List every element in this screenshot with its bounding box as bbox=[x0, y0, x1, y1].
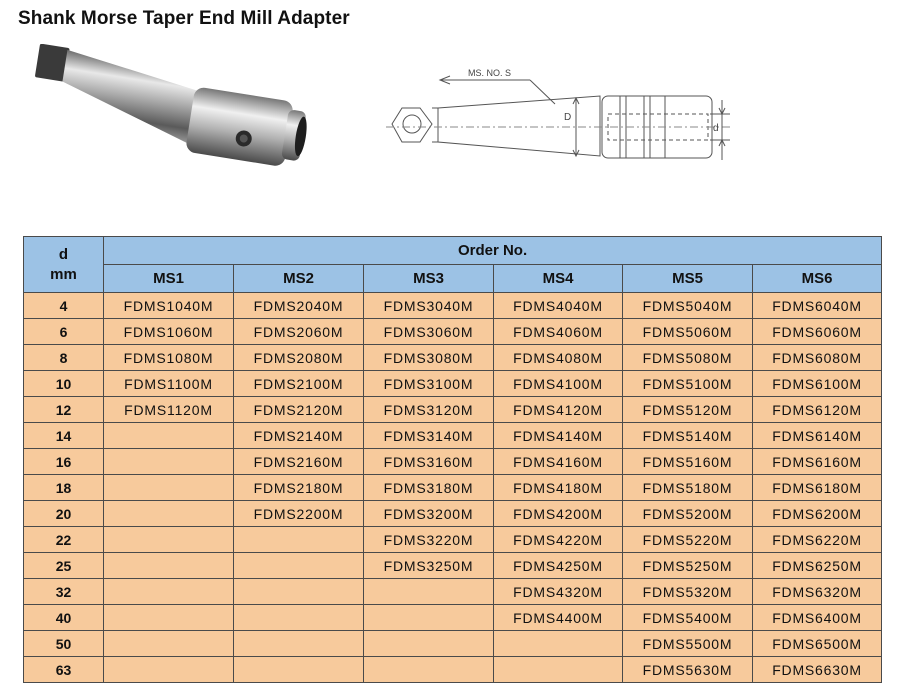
order-no-cell: FDMS4120M bbox=[494, 397, 623, 423]
order-no-cell: FDMS4160M bbox=[494, 449, 623, 475]
order-no-cell: FDMS3140M bbox=[364, 423, 494, 449]
order-no-cell: FDMS4080M bbox=[494, 345, 623, 371]
order-no-cell: FDMS1060M bbox=[104, 319, 234, 345]
d-value-cell: 8 bbox=[24, 345, 104, 371]
order-no-cell: FDMS6500M bbox=[753, 631, 882, 657]
order-no-cell: FDMS5250M bbox=[623, 553, 753, 579]
order-no-cell: FDMS3080M bbox=[364, 345, 494, 371]
order-no-cell bbox=[104, 501, 234, 527]
page-title: Shank Morse Taper End Mill Adapter bbox=[18, 8, 350, 29]
table-row bbox=[24, 397, 882, 423]
order-no-cell: FDMS4250M bbox=[494, 553, 623, 579]
order-no-cell: FDMS5120M bbox=[623, 397, 753, 423]
order-no-cell bbox=[234, 631, 364, 657]
d-value-cell: 40 bbox=[24, 605, 104, 631]
table-row bbox=[24, 371, 882, 397]
order-no-cell bbox=[104, 553, 234, 579]
drawing-label-ms: MS. NO. S bbox=[468, 68, 512, 78]
order-no-cell: FDMS6220M bbox=[753, 527, 882, 553]
column-header-ms2: MS2 bbox=[234, 265, 364, 293]
table-row bbox=[24, 345, 882, 371]
order-no-cell: FDMS6040M bbox=[753, 293, 882, 319]
column-header-ms1: MS1 bbox=[104, 265, 234, 293]
order-no-cell bbox=[234, 605, 364, 631]
order-no-cell: FDMS3200M bbox=[364, 501, 494, 527]
order-no-cell: FDMS4060M bbox=[494, 319, 623, 345]
order-no-cell: FDMS5500M bbox=[623, 631, 753, 657]
order-no-cell: FDMS5040M bbox=[623, 293, 753, 319]
d-value-cell: 10 bbox=[24, 371, 104, 397]
table-row bbox=[24, 475, 882, 501]
column-header-ms5: MS5 bbox=[623, 265, 753, 293]
order-no-cell bbox=[104, 449, 234, 475]
d-value-cell: 25 bbox=[24, 553, 104, 579]
order-no-cell bbox=[104, 631, 234, 657]
table-row bbox=[24, 527, 882, 553]
order-no-cell: FDMS2040M bbox=[234, 293, 364, 319]
order-no-cell: FDMS2180M bbox=[234, 475, 364, 501]
table-row bbox=[24, 553, 882, 579]
order-no-cell: FDMS1040M bbox=[104, 293, 234, 319]
order-no-cell: FDMS6180M bbox=[753, 475, 882, 501]
order-no-cell bbox=[104, 579, 234, 605]
order-no-cell: FDMS4200M bbox=[494, 501, 623, 527]
order-no-cell: FDMS2100M bbox=[234, 371, 364, 397]
order-no-cell: FDMS1100M bbox=[104, 371, 234, 397]
order-no-cell: FDMS5220M bbox=[623, 527, 753, 553]
order-no-cell: FDMS6160M bbox=[753, 449, 882, 475]
order-no-cell bbox=[104, 423, 234, 449]
order-no-cell: FDMS1080M bbox=[104, 345, 234, 371]
order-no-cell bbox=[364, 631, 494, 657]
order-no-cell: FDMS5630M bbox=[623, 657, 753, 683]
order-no-cell: FDMS5160M bbox=[623, 449, 753, 475]
table-row bbox=[24, 657, 882, 683]
order-no-cell: FDMS3180M bbox=[364, 475, 494, 501]
column-header-ms3: MS3 bbox=[364, 265, 494, 293]
order-no-cell: FDMS2080M bbox=[234, 345, 364, 371]
d-value-cell: 63 bbox=[24, 657, 104, 683]
order-no-cell bbox=[234, 579, 364, 605]
table-row bbox=[24, 423, 882, 449]
order-no-cell bbox=[234, 553, 364, 579]
order-no-cell bbox=[364, 579, 494, 605]
order-no-cell bbox=[104, 657, 234, 683]
order-no-cell: FDMS4400M bbox=[494, 605, 623, 631]
order-no-cell: FDMS6320M bbox=[753, 579, 882, 605]
order-no-cell: FDMS5080M bbox=[623, 345, 753, 371]
table-row bbox=[24, 449, 882, 475]
order-no-cell bbox=[494, 631, 623, 657]
table-row bbox=[24, 579, 882, 605]
order-no-cell: FDMS5140M bbox=[623, 423, 753, 449]
order-no-cell: FDMS3060M bbox=[364, 319, 494, 345]
order-no-cell: FDMS1120M bbox=[104, 397, 234, 423]
table-row bbox=[24, 293, 882, 319]
order-no-cell: FDMS2120M bbox=[234, 397, 364, 423]
order-no-cell: FDMS4040M bbox=[494, 293, 623, 319]
column-header-ms4: MS4 bbox=[494, 265, 623, 293]
d-label: d bbox=[58, 245, 69, 263]
order-no-cell: FDMS3120M bbox=[364, 397, 494, 423]
order-no-cell: FDMS4140M bbox=[494, 423, 623, 449]
order-no-cell: FDMS6080M bbox=[753, 345, 882, 371]
order-no-cell: FDMS5060M bbox=[623, 319, 753, 345]
d-value-cell: 16 bbox=[24, 449, 104, 475]
order-no-cell: FDMS3100M bbox=[364, 371, 494, 397]
order-no-cell: FDMS5320M bbox=[623, 579, 753, 605]
order-no-cell: FDMS6630M bbox=[753, 657, 882, 683]
table-row bbox=[24, 501, 882, 527]
order-no-cell: FDMS2140M bbox=[234, 423, 364, 449]
mm-label: mm bbox=[50, 265, 77, 283]
order-no-cell: FDMS4220M bbox=[494, 527, 623, 553]
order-no-cell bbox=[364, 657, 494, 683]
order-no-cell: FDMS5200M bbox=[623, 501, 753, 527]
order-no-cell bbox=[234, 657, 364, 683]
order-no-cell: FDMS6400M bbox=[753, 605, 882, 631]
order-no-cell: FDMS5100M bbox=[623, 371, 753, 397]
order-no-cell: FDMS6200M bbox=[753, 501, 882, 527]
table-row bbox=[24, 319, 882, 345]
order-no-cell: FDMS4320M bbox=[494, 579, 623, 605]
d-value-cell: 12 bbox=[24, 397, 104, 423]
order-no-cell: FDMS6140M bbox=[753, 423, 882, 449]
order-no-cell: FDMS3250M bbox=[364, 553, 494, 579]
order-no-cell bbox=[104, 475, 234, 501]
order-no-cell: FDMS2160M bbox=[234, 449, 364, 475]
order-no-cell bbox=[234, 527, 364, 553]
order-no-cell: FDMS5400M bbox=[623, 605, 753, 631]
d-value-cell: 22 bbox=[24, 527, 104, 553]
drawing-label-D: D bbox=[564, 112, 572, 123]
column-header-ms6: MS6 bbox=[753, 265, 882, 293]
d-value-cell: 18 bbox=[24, 475, 104, 501]
d-value-cell: 14 bbox=[24, 423, 104, 449]
technical-drawing bbox=[380, 60, 760, 180]
order-no-cell bbox=[494, 657, 623, 683]
order-no-cell: FDMS4100M bbox=[494, 371, 623, 397]
order-no-cell bbox=[104, 527, 234, 553]
d-value-cell: 50 bbox=[24, 631, 104, 657]
d-value-cell: 20 bbox=[24, 501, 104, 527]
table-row bbox=[24, 605, 882, 631]
d-value-cell: 32 bbox=[24, 579, 104, 605]
order-no-cell: FDMS6060M bbox=[753, 319, 882, 345]
order-no-cell: FDMS2200M bbox=[234, 501, 364, 527]
order-no-cell bbox=[364, 605, 494, 631]
order-no-cell: FDMS3040M bbox=[364, 293, 494, 319]
order-no-cell bbox=[104, 605, 234, 631]
order-no-cell: FDMS2060M bbox=[234, 319, 364, 345]
order-table bbox=[23, 236, 882, 683]
order-no-cell: FDMS3220M bbox=[364, 527, 494, 553]
order-no-cell: FDMS5180M bbox=[623, 475, 753, 501]
order-no-cell: FDMS3160M bbox=[364, 449, 494, 475]
d-mm-header bbox=[24, 237, 104, 293]
table-row bbox=[24, 631, 882, 657]
d-value-cell: 6 bbox=[24, 319, 104, 345]
order-no-cell: FDMS6100M bbox=[753, 371, 882, 397]
order-no-cell: FDMS6120M bbox=[753, 397, 882, 423]
order-no-cell: FDMS6250M bbox=[753, 553, 882, 579]
d-value-cell: 4 bbox=[24, 293, 104, 319]
product-photo bbox=[18, 44, 333, 194]
drawing-label-d: d bbox=[713, 123, 719, 134]
order-no-cell: FDMS4180M bbox=[494, 475, 623, 501]
order-no-header: Order No. bbox=[104, 237, 882, 265]
